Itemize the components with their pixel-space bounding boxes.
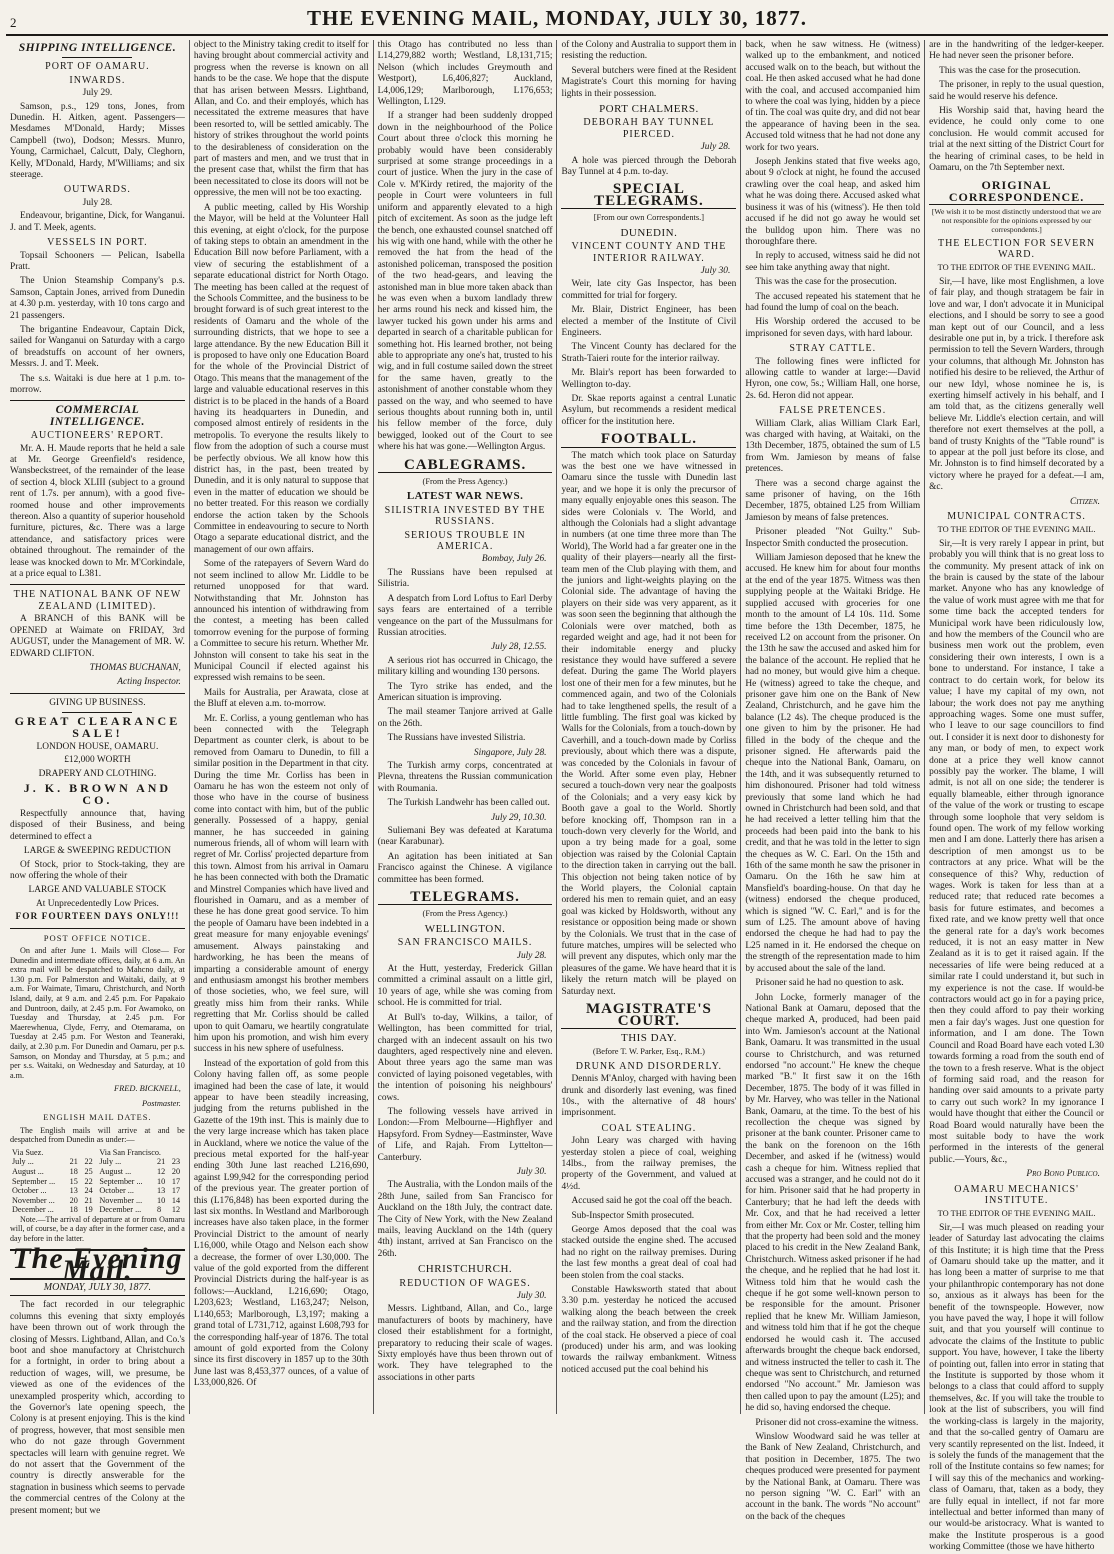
table-row xyxy=(10,1196,185,1206)
football-para: The match which took place on Saturday was the best one we have witnessed in Oamaru since the tussle with Dunedin last year, and we hope it is only the precursor of many equally enjoyable ones this season. The sides were Colonials v. The World, and although the Colonials had a slight advantage in numbers (at one time three more than The World), The World had a far greater one in the quality of their players—nearly all the first-team men of the Club playing with them, and the juniors and light-weights playing on the Colonial side. The advantage of having the players on their side was very apparent, as it was soon seen the beginning that although the Colonials were over matched, both as regarded weight and age, had it not been for their indomitable energy and plucky resistance they would have suffered a severe defeat. During the game The World players lost one of their men for a few minutes, but he commenced again, and two of the Colonials had to take lengthened spells, the result of a little fumbling. The first goal was kicked by Walls for the Colonials, from a touch-down by Caverhill, and a touch-down made by Corliss previously, about which there was a dispute, was conceded by the Colonials in favour of the World. After some even play, Hebner secured a touch-down very near the goalposts of the Colonials; and a very easy kick by Booth gave a goal to the World. Shortly before knocking off, Thompson ran in a touch-down very cleverly for the World, and upon a try being made for a goal, some objection was raised by the Colonial Captain to the direction taken in carrying out the ball. This objection not being taken notice of by the World players, the Colonial captain ordered his men to remain quiet, and an easy goal was kicked by Holdsworth, without any resistance or opposition being made or shown by the Colonials. We trust that in the case of future matches, umpires will be selected who will prevent any disputes, which only mar the pleasures of the game. We have heard that it is likely the return match will be played on Saturday next. xyxy=(561,450,737,997)
table-cell: 25 xyxy=(84,1166,93,1176)
table-cell: 18 xyxy=(69,1166,78,1176)
newspaper-flag: The Evening Mail. xyxy=(10,1249,185,1280)
table-cell: 22 xyxy=(84,1157,93,1167)
war-para-8: The Turkish Landwehr has been called out. xyxy=(387,798,550,809)
dunedin-heading: DUNEDIN. xyxy=(620,226,678,239)
table-cell: August ... xyxy=(99,1166,132,1176)
magistrates-court-heading: MAGISTRATE'S COURT. xyxy=(561,1004,736,1029)
column-6 xyxy=(925,40,1108,1553)
stray-cattle-heading: STRAY CATTLE. xyxy=(789,343,877,355)
port-chalmers-heading: PORT CHALMERS. xyxy=(599,103,699,116)
table-cell: 8 xyxy=(157,1205,162,1215)
court-para-3: Accused said he got the coal off the beach. xyxy=(571,1196,732,1207)
endeavour-text: The brigantine Endeavour, Captain Dick, sailed for Wanganui on Saturday with a cargo of breadstuffs on account of her owners, Messrs. J. and T. Meek. xyxy=(10,324,185,370)
editorial-para-1: The fact recorded in our telegraphic columns this evening that sixty employés have been thrown out of work through the closing of Messrs. Lightband, Allan, and Co.'s boot and shoe manufactory at Christchurch for a fortnight, in order to bring about a reduction of wages, will, we presume, be viewed as one of the evidences of the unexampled prosperity which, according to the Governor's late opening speech, the Colony is at present enjoying. This is the kind of progress, however, that most sensible men who do not gaze through Government spectacles will learn with genuine regret. We do not assert that the Government of the country is directly answerable for the stagnation in business which seems to pervade the commercial centres of the Colony at the present moment; but we xyxy=(10,1300,185,1516)
post-office-text: On and after June 1. Mails will Close— For Dunedin and intermediate offices, daily, at 6 a.m. An extra mail will be despatched to Mahcno daily, at 1.30 p.m. For Palmerston and Waitaki, daily, at 9 a.m. For Waimate, Timaru, Christchurch, and North Island, daily, at 9 a.m. and 2.45 p.m. For Papakaio and Duntroon, daily, at 2.45 p.m. For Awamoko, on Tuesday and Thursday, at 2.45 p.m. For Maerewhenua, Clyde, Ferry, and Otemarama, on Tuesday at 2.45 p.m. For Weston and Teaneraki, daily, at 2.30 p.m. For Dunedin and Oamaru, per p.s. Samson, on Monday and Thursday, at 5 p.m.; and per s.s. Waitaki, on Wednesday and Saturday, at 10 a.m. xyxy=(10,946,185,1080)
table-cell: 17 xyxy=(171,1186,181,1196)
table-cell: 10 xyxy=(157,1176,166,1186)
before-note: (Before T. W. Parker, Esq., R.M.) xyxy=(592,1047,705,1057)
court-para-25: His Worship said that, having heard the evidence, he could only come to one conclusion. He would commit accused for trial at the next sitting of the District Court for the hearing of criminal cases, to be held in Oamaru, on the 7th September next. xyxy=(929,106,1104,174)
table-row xyxy=(10,1186,185,1196)
brown-text: Respectfully announce that, having disposed of their Business, and being determined to effect a xyxy=(10,808,185,842)
mail-dates-heading: ENGLISH MAIL DATES. xyxy=(43,1113,152,1123)
cablegrams-heading: CABLEGRAMS. xyxy=(378,460,553,473)
table-row xyxy=(10,1177,185,1187)
column-3 xyxy=(374,40,558,1414)
auction-heading: AUCTIONEERS' REPORT. xyxy=(30,430,165,442)
america-heading: SERIOUS TROUBLE IN AMERICA. xyxy=(404,529,526,553)
outwards-text: Endeavour, brigantine, Dick, for Wanganui. J. and T. Meek, agents. xyxy=(10,211,185,233)
table-cell: 14 xyxy=(171,1195,181,1205)
page-number: 2 xyxy=(10,15,17,30)
divider xyxy=(10,693,185,694)
court-para-14: William Clark, alias William Clark Earl, was charged with having, at Waitaki, on the 13th December, 1875, obtained the sum of L5 from Wm. Jamieson by means of false pretences. xyxy=(745,418,921,475)
tunnel-heading: DEBORAH BAY TUNNEL PIERCED. xyxy=(583,117,715,140)
mechanics-heading: OAMARU MECHANICS' INSTITUTE. xyxy=(954,1183,1079,1206)
table-cell: 20 xyxy=(171,1166,181,1176)
large-stock: LARGE AND VALUABLE STOCK xyxy=(28,885,167,896)
table-cell: August ... xyxy=(12,1166,44,1176)
court-para-18: Prisoner said he had no question to ask. xyxy=(755,978,904,989)
inwards-heading: INWARDS. xyxy=(69,74,126,86)
dateline: July 29, 10.30. xyxy=(491,812,547,823)
war-para-3: A serious riot has occurred in Chicago, the military killing and wounding 130 persons. xyxy=(377,655,553,678)
war-para-5: The mail steamer Tanjore arrived at Galle on the 26th. xyxy=(377,707,553,729)
dunedin-para-4: Mr. Blair's report has been forwarded to Wellington to-day. xyxy=(561,368,737,390)
butchers-para: Several butchers were fined at the Resident Magistrate's Court this morning for having lights in their possession. xyxy=(561,65,737,99)
masthead xyxy=(6,6,1108,36)
table-cell: September ... xyxy=(99,1176,143,1186)
dunedin-para-2: Mr. Blair, District Engineer, has been elected a member of the Institute of Civil Engineers. xyxy=(561,305,737,338)
court-para-24: The prisoner, in reply to the usual question, said he would reserve his defence. xyxy=(929,80,1104,102)
support-para: of the Colony and Australia to support them in resisting the reduction. xyxy=(561,40,737,62)
signature-citizen: Citizen. xyxy=(1069,496,1100,507)
letter-3: Sir,—I was much pleased on reading your leader of Saturday last advocating the claims of this Institute; it is high time that the Press of Oamaru should take up the matter, and it has long been a matter of surprise to me that your philanthropic contemporary has not done so, anxious as it always has been for the benefit of the townspeople. However, now you have paved the way, I hope it will follow suit, and that you yourself will continue to advocate the claims of the Institute to public support. You have, however, I take the liberty of pointing out, fallen into error in stating that the Institute is supported by those whom it belongs to a class that could afford to supply themselves, &c. If you will take the trouble to look at the list of subscribers, you will find the working-class is largely in the majority, and that the so-called gentry of Oamaru are very scantily represented on the list. Indeed, it is solely the funds of the management that the roll of the Institute contains so few names; for I will say this of the mechanics and working-class of Oamaru, that, taken as a body, they are fully equal in intellect, if not far more intellectual and better informed than many of our would-be aristocracy. What is wanted to make the Institute prosperous is a good working Committee (those we have hitherto xyxy=(929,1222,1104,1553)
table-cell: 18 xyxy=(69,1205,78,1215)
war-para-2: A despatch from Lord Loftus to Earl Derby says fears are entertained of a terrible vengeance on the part of the Mussulmans for Russian atrocities. xyxy=(377,593,553,638)
court-para-17: William Jamieson deposed that he knew the accused. He knew him for about four months at the end of the year 1875. Witness was then supplying people at the Waitaki Bridge. He supplied accused with groceries for one month to the amount of L4 10s. 11d. Some time before the 13th December, 1875, he received L2 on account from the prisoner. On the 13th he saw the accused and asked him for the balance of the account. He replied that he had no money, but would give him a cheque. He (witness) agreed to take the cheque, and prisoner gave him one on the Bank of New Zealand, Christchurch, and he gave him the balance (L2 4s). The cheque produced is the one given to him by the prisoner. He had filled in the body of the cheque and the prisoner signed. He afterwards paid the cheque into the National Bank, Oamaru, on the 14th, and it was subsequently returned to him dishonoured. Prisoner had told witness previously that some land which he had owned in Christchurch had been sold, and that he had received a letter telling him that the proceeds had been paid into the bank to his credit, and that he was told in the letter to sign the cheques as W. C. Earl. On the 15th and 16th of the same month he saw the prisoner in Oamaru. On the 16th he saw him at Mansfield's boarding-house. On that day he (witness) endorsed the cheque produced, which is signed "W. C. Earl," and is for the sum of L25. The amount above of having endorsed the cheque he had had to pay the L25 named in it. He endorsed the cheque on the strength of the representation made to him by accused about the sale of the land. xyxy=(745,553,921,974)
table-cell: December ... xyxy=(99,1205,142,1215)
table-cell: 21 xyxy=(84,1195,93,1205)
court-para-1: Dennis M'Anloy, charged with having been drunk and disorderly last evening, was fined 10s., with the alternative of 48 hours' imprisonment. xyxy=(561,1074,737,1119)
court-para-6: Constable Hawksworth stated that about 3.30 p.m. yesterday he noticed the accused walking along the beach between the creek and the railway station, and from the direction of the coal stack. He observed a piece of coal (produced) under his arm, and was looking towards the railway embankment. Witness noticed accused put the coal behind his xyxy=(561,1285,737,1375)
mail-dates-table xyxy=(10,1148,185,1215)
election-heading: THE ELECTION FOR SEVERN WARD. xyxy=(937,237,1096,261)
drunk-heading: DRUNK AND DISORDERLY. xyxy=(575,1060,722,1072)
court-para-21: Winslow Woodward said he was teller at the Bank of New Zealand, Christchurch, and that position in December, 1875. The two cheques produced were presented for payment by the National Bank, at Oamaru. There was no person signing "W. C. Earl" with an account in the bank. The words "No account" on the back of the cheques xyxy=(745,1431,921,1522)
court-para-22: are in the handwriting of the ledger-keeper. He had never seen the prisoner before. xyxy=(929,40,1104,62)
table-cell: September ... xyxy=(12,1176,56,1186)
worth-amount: £12,000 WORTH xyxy=(64,755,131,766)
wellington-heading: WELLINGTON. xyxy=(424,922,506,935)
mail-rows xyxy=(10,1157,185,1215)
court-para-8: Joseph Jenkins stated that five weeks ago, about 9 o'clock at night, he found the accused crawling over the coal heap, and asked him what he was doing there. Accused asked what business it was of his (witness'). He then told accused if he did not go away he would set the bulldog upon him. There was no thoroughfare there. xyxy=(745,157,921,247)
signature-pro-bono: Pro Bono Publico. xyxy=(1026,1169,1100,1180)
flag-date: MONDAY, JULY 30, 1877. xyxy=(10,1282,185,1296)
this-day-heading: THIS DAY. xyxy=(620,1031,677,1044)
postmaster-title: Postmaster. xyxy=(141,1098,181,1108)
table-cell: July ... xyxy=(99,1157,122,1167)
table-row xyxy=(10,1157,185,1167)
court-para-5: George Amos deposed that the coal was stacked outside the engine shed. The accused had no right on the railway premises. During the last few months a great deal of coal had been stolen from the coal stacks. xyxy=(561,1225,737,1281)
war-news-heading: LATEST WAR NEWS. xyxy=(406,490,524,503)
editorial-para-2: object to the Ministry taking credit to itself for having brought about commercial activity and progress when the reverse is known on all hands to be the case. We hope that the dispute that has arisen between Messrs. Lightband, Allan, and Co. and their employés, which has necessitated the extreme measures that have been resorted to, will be settled amicably. The history of strikes throughout the world points to the desirableness of consideration on the part of masters and men, and we trust that in the present case that, whilst the firm that has been necessitated to close its doors will not be oppressive, the men will not be too exacting. xyxy=(193,40,369,199)
original-correspondence-heading: ORIGINAL CORRESPONDENCE. xyxy=(929,180,1104,205)
table-cell: October ... xyxy=(99,1186,134,1196)
vessels-heading: VESSELS IN PORT. xyxy=(47,237,148,249)
letter-1: Sir,—I have, like most Englishmen, a love of fair play, and though stratagem be fair in love and war, I don't advocate it in Municipal elections, and I should be sorry to see a good man kept out of our Council, and a less desirable one put in, by a trick. I therefore ask permission to tell the Severn Warders, through your columns, that although Mr. Johnston has notified his desire to be relieved, the Arthur of our new Idyl, whose nominee he is, is exerting himself actively in his behalf, and I am told that, as the citizens generally well believe Mr. Liddle's election certain, and will therefore not exert themselves at the poll, a band of trusty Knights of the "Table round" is to appear at the poll just before its close, and Mr. Johnston is to find himself decorated by a victory where he prayed for a defeat.—I am, &c. xyxy=(929,276,1104,493)
dunedin-para-1: Weir, late city Gas Inspector, has been committed for trial for forgery. xyxy=(561,279,737,301)
silistria-heading: SILISTRIA INVESTED BY THE RUSSIANS. xyxy=(384,504,546,528)
table-cell: 21 xyxy=(69,1157,78,1167)
drapery-line: DRAPERY AND CLOTHING. xyxy=(38,768,157,779)
column-5 xyxy=(741,40,925,1522)
table-row xyxy=(10,1205,185,1215)
dateline: July 28. xyxy=(516,950,547,961)
court-para-16: Prisoner pleaded "Not Guilty." Sub-Inspector Smith conducted the prosecution. xyxy=(745,527,921,549)
table-cell: 15 xyxy=(69,1176,78,1186)
union-text: The Union Steamship Company's p.s. Samson, Captain Jones, arrived from Dunedin at 4.30 p.m. yesterday, with 10 tons cargo and 21 passengers. xyxy=(10,276,185,321)
contracts-heading: MUNICIPAL CONTRACTS. xyxy=(947,511,1086,523)
editorial-para-4: Some of the ratepayers of Severn Ward do not seem inclined to allow Mr. Liddle to be returned unopposed for that ward. Notwithstanding that Mr. Johnston has announced his intention of withdrawing from the contest, a meeting has been called tomorrow evening for the purpose of forming a Committee to secure his return. Whether Mr. Johnston will consent to take his seat in the Municipal Council if elected against his expressed wish remains to be seen. xyxy=(193,559,369,684)
wages-heading: REDUCTION OF WAGES. xyxy=(399,1277,531,1289)
football-heading: FOOTBALL. xyxy=(561,434,736,447)
brown-co: J. K. BROWN AND CO. xyxy=(23,781,172,807)
special-telegrams-heading: SPECIAL TELEGRAMS. xyxy=(561,184,736,209)
court-para-20: Prisoner did not cross-examine the witness. xyxy=(755,1417,919,1428)
dunedin-para-3: The Vincent County has declared for the Strath-Taieri route for the interior railway. xyxy=(561,342,737,364)
divider xyxy=(10,400,185,401)
dunedin-para-5: Dr. Skae reports against a central Lunatic Asylum, but recommends a resident medical officer for the institution here. xyxy=(561,393,737,427)
court-para-19: John Locke, formerly manager of the National Bank at Oamaru, deposed that the cheque marked A, produced, had been paid into Wm. Jamieson's account at the National Bank, Oamaru. It was transmitted in the usual course to Christchurch, and was returned endorsed "no account." He knew the cheque marked "B." It first saw it on the 16th December, 1875. The body of it was filled in by Mr. Harvey, who was teller in the National Bank, Oamaru, at the time. To the best of his recollection the cheque was signed by prisoner at the bank counter. Prisoner came to the bank on the forenoon on the 16th December, and asked if he (witness) would cash a cheque for him. Witness replied that accused was a stranger, and he could not do it for him. Prisoner said that he had property in Canterbury; that he had left the deeds with Mr. Cox, and that he had received a letter from either Mr. Cox or Mr. Coster, telling him that the property had been sold and the money placed to his credit in the New Zealand Bank, Christchurch. Witness asked prisoner if he had the cheque, and he replied that he had lost it. Witness told him that he would cash the cheque if he got some well-known person to be responsible for the amount. Prisoner replied that he knew Mr. William Jamieson, and witness told him that if he got the cheque endorsed he would cash it. The accused afterwards brought the cheque back endorsed, and witness instructed the teller to cash it. The cheque was sent to Christchurch, and returned endorsed "No account." Mr. Jamieson was then called upon to pay the amount (L25); and he did so, having endorsed the cheque. xyxy=(745,992,921,1414)
dateline: July 30. xyxy=(700,265,731,276)
table-cell: December ... xyxy=(12,1205,54,1215)
bank-signature: THOMAS BUCHANAN, xyxy=(89,662,181,673)
fourteen-days: FOR FOURTEEN DAYS ONLY!!! xyxy=(15,912,180,923)
to-editor: TO THE EDITOR OF THE EVENING MAIL. xyxy=(937,1209,1096,1219)
correspondents-note: [From our own Correspondents.] xyxy=(593,213,705,223)
court-para-4: Sub-Inspector Smith prosecuted. xyxy=(571,1210,695,1221)
court-para-10: This was the case for the prosecution. xyxy=(755,277,897,288)
columns xyxy=(6,40,1108,1553)
dateline: July 28. xyxy=(700,142,731,153)
vessels-text: Topsail Schooners — Pelican, Isabella Pratt. xyxy=(10,250,185,272)
war-para-4: The Tyro strike has ended, and the American situation is improving. xyxy=(377,681,553,703)
court-para-15: There was a second charge against the same prisoner of having, on the 16th December, 1875, obtained L25 from William Jamieson by means of false pretences. xyxy=(745,478,921,523)
bank-heading: THE NATIONAL BANK OF NEW ZEALAND (LIMITED). xyxy=(13,589,182,612)
shipping-heading: SHIPPING INTELLIGENCE. xyxy=(18,42,177,54)
court-para-12: His Worship ordered the accused to be imprisoned for seven days, with hard labour. xyxy=(745,317,921,339)
port-heading: PORT OF OAMARU. xyxy=(45,61,150,73)
masthead-title: THE EVENING MAIL, MONDAY, JULY 30, 1877. xyxy=(306,6,808,30)
commercial-heading: COMMERCIAL INTELLIGENCE. xyxy=(49,404,145,428)
sf-mails-heading: SAN FRANCISCO MAILS. xyxy=(397,937,533,949)
auction-text: Mr. A. H. Maude reports that he held a sale at Mr. George Greenfield's residence, Wansbeckstreet, of the remainder of the lease of section 4, block XLIII (subject to a ground rent of 1.7s. per annum), with a good five-roomed house and other improvements thereon. Also a quantity of superior household furniture, pictures, &c. There was a large attendance, and satisfactory prices were obtained throughout. The remainder of the lease was knocked down to Mr. M'Corkindale, at a price equal to L381. xyxy=(10,443,185,580)
table-cell: 24 xyxy=(84,1186,93,1196)
giving-up-heading: GIVING UP BUSINESS. xyxy=(49,697,146,708)
london-house: LONDON HOUSE, OAMARU. xyxy=(36,741,159,752)
inwards-text: Samson, p.s., 129 tons, Jones, from Dunedin. H. Aitken, agent. Passengers—Mesdames M'Donald, Hardy; Misses Campbell (two), Dodson; Messrs. Munro, Young, Carmichael, Calcutt, Daly, Cleghorn, Kelly, M'Donald, Hardy, M'Williams; and six steerage. xyxy=(10,101,185,181)
mail-note: The English mails will arrive at and be despatched from Dunedin as under:— xyxy=(10,1125,185,1145)
waitaki-text: The s.s. Waitaki is due here at 1 p.m. to-morrow. xyxy=(10,373,185,395)
table-cell: 22 xyxy=(84,1176,93,1186)
low-prices: At Unprecedentedly Low Prices. xyxy=(35,898,159,909)
editorial-para-5: Mails for Australia, per Arawata, close at the Bluff at eleven a.m. to-morrow. xyxy=(193,687,369,710)
table-cell: 10 xyxy=(157,1195,166,1205)
correspondence-note: [We wish it to be most distinctly understood that we are not responsible for the opinions expressed by our correspondents.] xyxy=(931,207,1102,234)
editorial-para-6: Mr. E. Corliss, a young gentleman who has been connected with the Telegraph Department as counter clerk, is about to be removed from Oamaru to Dunedin, to fill a similar position in the Department in that city. During the time Mr. Corliss has been in Oamaru he has won the esteem not only of those who have in the course of business come into contact with him, but of the public generally. Possessed of a happy, genial manner, he has succeeded in gaining numerous friends, all of whom will learn with regret of Mr. Corliss' projected departure from this town. Almost from his arrival in Oamaru he has been connected with both the Dramatic and Minstrel Companies which have lived and flourished in Oamaru, and as a member of these he has done great good service. To him the people of Oamaru have been indebted in a great measure for many enjoyable evenings' amusement. Always painstaking and hardworking, he has been the means of imparting a considerable amount of energy and enthusiasm amongst his brother members of those societies, who, we feel sure, will greatly miss him from their ranks. While regretting that Mr. Corliss should be called upon to quit Oamaru, we heartily congratulate him upon his promotion, and wish him every success in his new sphere of usefulness. xyxy=(193,713,369,1055)
press-agency-note: (From the Press Agency.) xyxy=(422,477,508,487)
table-cell: 19 xyxy=(84,1205,93,1215)
column-2 xyxy=(190,40,374,1414)
coal-heading: COAL STEALING. xyxy=(601,1122,697,1134)
divider xyxy=(62,57,132,58)
tele-para-3: The following vessels have arrived in London:—From Melbourne—Highflyer and Hapsyford. From Sydney—Eastminster, Wave of Life, and Rajah. From Lyttelton—Canterbury. xyxy=(377,1106,553,1163)
tele-para-4: The Australia, with the London mails of the 28th June, sailed from San Francisco for Auckland on the 18th July, the contract date. The City of New York, with the New Zealand mails, leaving Auckland on the 14th (query 4th) instant, arrived at San Francisco on the 26th. xyxy=(377,1180,553,1259)
table-cell: 13 xyxy=(69,1186,78,1196)
editorial-para-3: A public meeting, called by His Worship the Mayor, will be held at the Volunteer Hall this evening, at eight o'clock, for the purpose of taking steps to obtain an amendment in the Education Bill now before Parliament, with a view of securing the establishment of a separate educational district for North Otago. The meeting has been called at the request of the Schools Committee, and the business to be brought forward is of such great interest to the residents of Oamaru and the whole of the surrounding districts, that we hope to see a large attendance. By the new Education Bill it is proposed to have only one Education Board for the whole of the Provincial District of Otago. This means that the management of the large and valuable educational reserves in this district is to be placed in the hands of a Board having its headquarters in Dunedin, and composed almost entirely of residents in the metropolis. To everyone the results likely to flow from the adoption of such a course must be perfectly obvious. We all know how this district has, in the past, been treated by Dunedin, and it is only natural to suppose that even in the matter of education we should be no better treated. For this reason we cordially endorse the action taken by the Schools Committee in endeavouring to secure to North Otago a separate educational district, and the management of our own affairs. xyxy=(193,202,369,555)
dateline-singapore: Singapore, July 28. xyxy=(473,747,547,758)
table-cell: 23 xyxy=(171,1157,181,1167)
divider xyxy=(10,584,185,585)
to-editor: TO THE EDITOR OF THE EVENING MAIL. xyxy=(937,263,1096,273)
bank-signature-title: Acting Inspector. xyxy=(117,677,181,688)
dateline-bombay: Bombay, July 26. xyxy=(481,554,547,565)
court-para-7: back, when he saw witness. He (witness) walked up to the embankment, and noticed accused walk on to the beach, but without the coal. He then asked accused what he had done with the coal, and accused accompanied him to where the coal was lying, hidden by a piece of tin. The coal was quite dry, and did not bear the appearance of having been in the sea. Accused told witness that he had not done any work for two years. xyxy=(745,40,921,153)
dateline: July 28, 12.55. xyxy=(491,642,547,653)
inwards-date: July 29. xyxy=(82,88,113,99)
war-para-7: The Turkish army corps, concentrated at Plevna, threatens the Russian communication with Roumania. xyxy=(377,760,553,794)
table-cell: 20 xyxy=(69,1195,78,1205)
postmaster-name: FRED. BICKNELL, xyxy=(114,1084,181,1094)
column-1 xyxy=(6,40,190,1516)
war-para-6: The Russians have invested Silistria. xyxy=(387,733,526,744)
table-cell: October ... xyxy=(12,1186,47,1196)
sf-header: Via San Francisco. xyxy=(99,1147,161,1157)
dateline: July 30. xyxy=(516,1166,547,1177)
column-4 xyxy=(557,40,741,1414)
table-cell: November ... xyxy=(99,1195,143,1205)
reduction-text: Of Stock, prior to Stock-taking, they are now offering the whole of their xyxy=(10,859,185,881)
table-cell: 17 xyxy=(171,1176,181,1186)
war-para-9: Suliemani Bey was defeated at Karatuma (near Karabunar). xyxy=(377,826,553,848)
clearance-heading: GREAT CLEARANCE SALE! xyxy=(14,714,181,740)
table-row xyxy=(10,1167,185,1177)
tele-para-5: Messrs. Lightband, Allan, and Co., large manufacturers of boots by machinery, have closed their establishment for a fortnight, preparatory to reducing their scale of wages. Sixty employés have thus been thrown out of work. They have telegraphed to the associations in other parts xyxy=(377,1304,553,1383)
court-para-11: The accused repeated his statement that he had found the lump of coal on the beach. xyxy=(745,291,921,313)
court-para-9: In reply to accused, witness said he did not see him take anything away that night. xyxy=(745,251,921,273)
railway-heading: VINCENT COUNTY AND THE INTERIOR RAILWAY. xyxy=(571,241,727,264)
bank-text: A BRANCH of this BANK will be OPENED at Waimate on FRIDAY, 3rd AUGUST, under the Management of MR. W. EDWARD CLIFTON. xyxy=(10,614,185,659)
mail-footnote: Note.—The arrival of departure at or from Oamaru will, of course, be a day after in the former case, and a day before in the latter. xyxy=(10,1214,185,1243)
divider xyxy=(62,712,132,713)
suez-header: Via Suez. xyxy=(12,1147,44,1157)
post-office-heading: POST OFFICE NOTICE. xyxy=(43,932,152,943)
reduction-line: LARGE & SWEEPING REDUCTION xyxy=(23,846,171,857)
table-cell: July ... xyxy=(12,1157,34,1167)
editorial-para-8: this Otago has contributed no less than L14,279,882 worth; Westland, L8,131,715; Nelson (which includes Greymouth and Westport), L6,406,827; Auckland, L4,006,129; Marlborough, L176,653; Wellington, L129. xyxy=(377,40,553,108)
war-para-10: An agitation has been initiated at San Francisco against the Chinese. A vigilance committee has been formed. xyxy=(377,851,553,885)
tele-para-2: At Bull's to-day, Wilkins, a tailor, of Wellington, has been committed for trial, charged with an indecent assault on his two daughters, aged respectively nine and eleven. About three years ago the same man was convicted of laying poisoned vegetables, with the intention of poisoning his neighbours' cows. xyxy=(377,1012,553,1103)
table-cell: 12 xyxy=(157,1166,166,1176)
press-agency-note: (From the Press Agency.) xyxy=(422,909,508,919)
dateline: July 30. xyxy=(516,1291,547,1302)
table-header-row xyxy=(10,1148,185,1158)
table-cell: 21 xyxy=(157,1157,166,1167)
court-para-2: John Leary was charged with having yesterday stolen a piece of coal, weighing 14lbs., from the railway premises, the property of the Government, and valued at 4½d. xyxy=(561,1136,737,1192)
tele-para-1: At the Hutt, yesterday, Frederick Gillan committed a criminal assault on a little girl, 10 years of age, while she was coming from school. He is committed for trial. xyxy=(377,964,553,1009)
outwards-heading: OUTWARDS. xyxy=(63,184,131,196)
table-cell: November ... xyxy=(12,1195,55,1205)
table-cell: 12 xyxy=(171,1205,181,1215)
editorial-para-7: Instead of the exportation of gold from this Colony having fallen off, as some people imagined had been the case of late, it would appear to have been steadily increasing, judging from the returns published in the Gazette of the 19th inst. This is mainly due to the very large increase which has taken place in Auckland, where we notice the value of the precious metal exported for the half-year ending 30th June last reached L216,690, against L99,942 for the corresponding period of the previous year. The greater portion of this (L176,848) has been exported during the last six months. In Westland and Marlborough increases have also taken place, in the former Provincial District to the amount of nearly L16,000, while Otago and Nelson each show a decrease, the former of over L30,000. The value of the gold exported from the different Provincial Districts during the half-year is as follows:—Auckland, L216,690; Otago, L203,623; Westland, L163,247; Nelson, L140,653; Marlborough, L3,197; making a grand total of L731,712, against L608,793 for the corresponding half-year of 1876. The total amount of gold exported from the Colony since its first discovery in 1857 up to the 30th June last was 8,453,377 ounces, of a value of L33,000,826. Of xyxy=(193,1058,369,1389)
editorial-para-9: If a stranger had been suddenly dropped down in the neighbourhood of the Police Court about three o'clock this morning he probably would have been considerably surprised at some strange proceedings in a court of justice. When the jury in the case of Cole v. M'Kirdy retired, the majority of the people in Court were volunteers in full uniform and apparently elevated to a high pitch of excitement. As soon as the judge left the bench, one exhausted counsel snatched off his wig with one hand, while with the other he removed the hat from the head of the astonished policeman, transposed the position of the two head-gears, and leaving the astonished man in blue more taken aback than he was even when a buxom landlady threw her arms round his neck and kissed him, the lawyer tucked his gown under his arms and departed in search of a charitable publican for something hot. His learned brother, not being able to appropriate any one's hat, trusted to his wig, and in full costume sailed down the street for the same haven, greatly to the astonishment of another constable whom they passed on the way, and who seemed to have serious thoughts about running both in, until his fellow member of the force, duly bewigged, looked out of the Court to see where his hat was gone.—Wellington Argus. xyxy=(377,111,553,453)
to-editor: TO THE EDITOR OF THE EVENING MAIL. xyxy=(937,525,1096,535)
outwards-date: July 28. xyxy=(82,197,113,208)
war-para-1: The Russians have been repulsed at Silistria. xyxy=(377,567,553,590)
court-para-13: The following fines were inflicted for allowing cattle to wander at large:—David Hyron, one cow, 5s.; William Hall, one horse, 2s. 6d. Heron did not appear. xyxy=(745,356,921,401)
table-cell: 13 xyxy=(157,1186,166,1196)
letter-2: Sir,—It is very rarely I appear in print, but probably you will think that is no great loss to the community. My present attack of ink on the brain is caused by the state of the labour market. Anyone who has any knowledge of the value of work must agree with me that for some time back the accepted tenders for Municipal work have been ridiculously low, and how the members of the Council who are business men work out the problem, even considering their own interests, I own is a bone to understand. For instance, I take a contract to do certain work, for below its value; I have my capital of my own, not labour; the work does not pay me anything approaching wages. Some one must suffer, who I leave to our sage councillors to find out. I consider it is next door to dishonesty for any man, or body of men, to expect work done at a price they well know cannot possibly pay the worker. The blame, I will admit, is not all on one side; the tenderer is equally blameable, either through ignorance of the value of the work or trusting to escape through some loophole that very seldom is found open. The work of my fellow working men and I am done. Latterly there has arisen a description of men amongst us to be contractors at any price. What will be the consequence of this? Why, reduction of wages. Work is taken for less than at a reduced rate; that reduced rate becomes a basis for future estimates, and becomes a fixed rate, and we know pretty well that once the general rate for a day's work becomes reduced, it is not an easy matter in New Zealand as it is to get it raised again. If the necessaries of life were being reduced at a similar rate I could understand it, but such in my experience is not the case. If would-be contractors would act go in for a paying price, then they could afford to pay their working men a fair day's wages. Just one question for information, and I am done. The Town Council and Road Board have each voted L30 towards forming a road from the south end of the town to a fresh reserve. What is the object of forming said road, and the reason for handing over said amounts to a private party to carry out such work? In my ignorance I would have thought that either the Council or Road Board would naturally have been the most suitable body to have the work performed in the interests of the general public.—Yours, &c., xyxy=(929,538,1104,1165)
court-para-23: This was the case for the prosecution. xyxy=(939,65,1081,76)
false-pretences-heading: FALSE PRETENCES. xyxy=(779,405,887,417)
tunnel-para: A hole was pierced through the Deborah Bay Tunnel at 4 p.m. to-day. xyxy=(561,155,737,178)
divider xyxy=(10,928,185,929)
christchurch-heading: CHRISTCHURCH. xyxy=(417,1263,513,1276)
telegrams-heading: TELEGRAMS. xyxy=(378,892,553,905)
